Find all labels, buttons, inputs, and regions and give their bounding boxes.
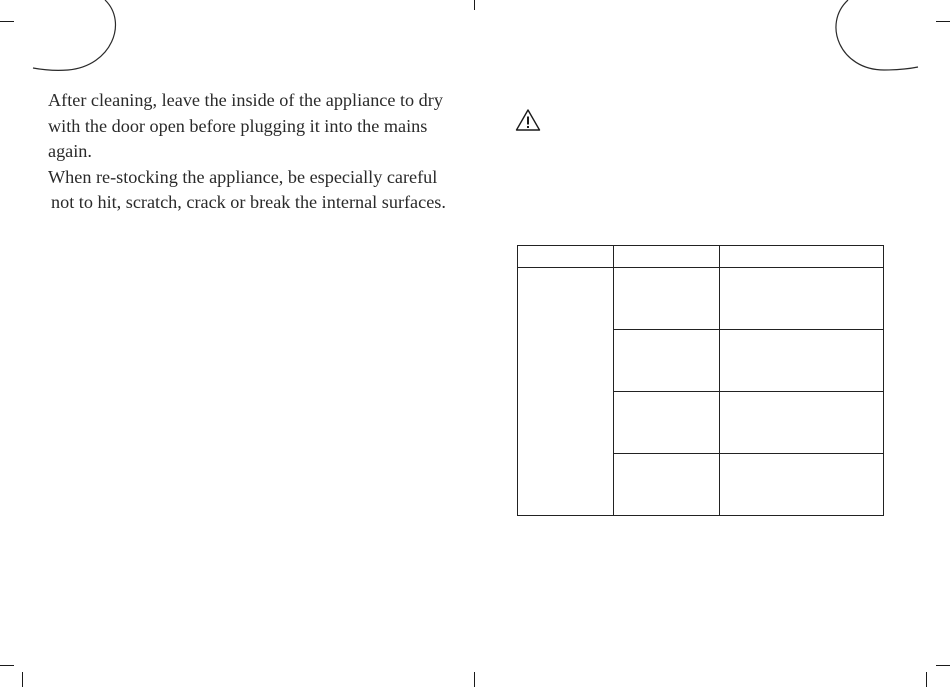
maintenance-instructions <box>48 88 448 216</box>
warning-triangle-icon <box>515 108 541 132</box>
table-header-row <box>518 246 884 268</box>
instruction-line: After cleaning, leave the inside of the appliance to dry <box>48 90 443 110</box>
table-row <box>518 268 884 330</box>
table-header-cell <box>720 246 884 268</box>
table-header-cell <box>518 246 614 268</box>
table-header-cell <box>613 246 720 268</box>
table-cell <box>613 268 720 330</box>
right-page-arc <box>836 0 918 70</box>
instruction-line: with the door open before plugging it into the mains <box>48 115 428 136</box>
table-cell <box>720 268 884 330</box>
left-page-arc <box>33 0 115 70</box>
table-cell <box>613 392 720 454</box>
specification-table <box>517 245 884 516</box>
table-cell <box>720 330 884 392</box>
table-cell <box>720 392 884 454</box>
table-cell <box>720 454 884 516</box>
instruction-line: again. <box>48 141 92 161</box>
table-merged-cell <box>518 268 614 516</box>
instruction-line: not to hit, scratch, crack or break the internal surfaces. <box>51 192 446 212</box>
table-cell <box>613 330 720 392</box>
instruction-line: When re-stocking the appliance, be especially careful <box>48 166 438 187</box>
table-cell <box>613 454 720 516</box>
